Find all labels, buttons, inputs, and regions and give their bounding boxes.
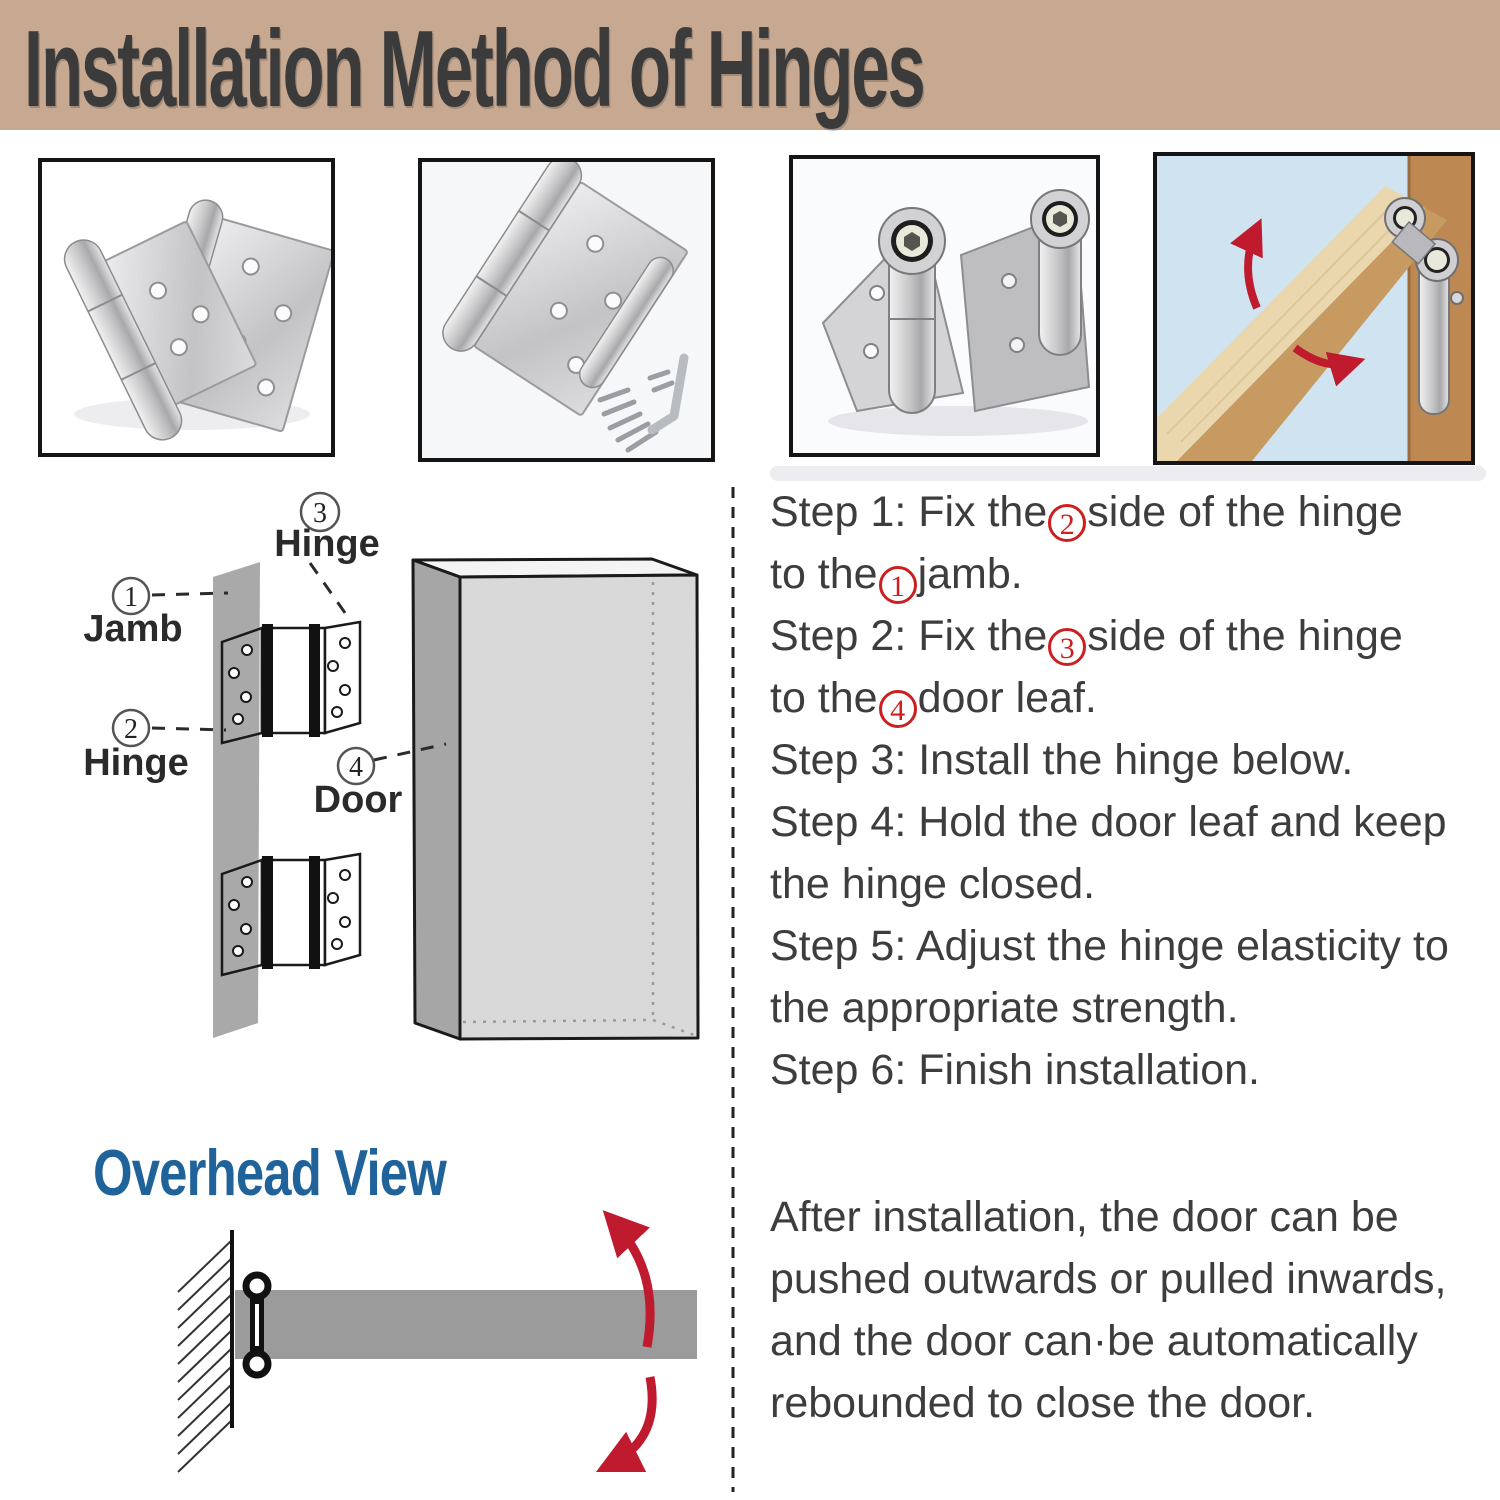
svg-text:3: 3 xyxy=(313,498,327,529)
step-text: Step 5: Adjust the hinge elasticity to xyxy=(770,922,1449,970)
overhead-view-title: Overhead View xyxy=(93,1137,446,1210)
page-title: Installation Method of Hinges xyxy=(24,9,924,130)
note-line: pushed outwards or pulled inwards, xyxy=(770,1255,1447,1303)
svg-text:1: 1 xyxy=(124,582,138,613)
step-text: jamb. xyxy=(917,550,1023,598)
callout-4-door xyxy=(314,748,403,821)
callout-1-jamb xyxy=(83,578,182,650)
step-text: to the xyxy=(770,674,878,722)
step-line xyxy=(770,605,1480,667)
svg-text:Hinge: Hinge xyxy=(83,742,189,784)
note-line: After installation, the door can be xyxy=(770,1193,1399,1241)
overhead-diagram xyxy=(178,1220,697,1472)
step-line xyxy=(770,853,1480,915)
step-text: the appropriate strength. xyxy=(770,984,1239,1032)
swing-arrow-down xyxy=(608,1377,652,1466)
step-text: to the xyxy=(770,550,878,598)
after-installation-note xyxy=(770,1186,1480,1434)
step-text: side of the hinge xyxy=(1087,488,1403,536)
svg-text:Jamb: Jamb xyxy=(83,608,183,650)
step-text: Step 6: Finish installation. xyxy=(770,1046,1260,1094)
step-text: side of the hinge xyxy=(1087,612,1403,660)
step-text: Step 4: Hold the door leaf and keep xyxy=(770,798,1447,846)
circled-number: 1 xyxy=(879,566,917,604)
circled-number: 3 xyxy=(1048,628,1086,666)
note-line: and the door can·be automatically xyxy=(770,1317,1418,1365)
door-box xyxy=(413,559,698,1039)
svg-text:Door: Door xyxy=(313,779,403,821)
step-text: Step 2: Fix the xyxy=(770,612,1048,660)
step-line xyxy=(770,667,1480,729)
step-line xyxy=(770,1039,1480,1101)
callout-3-hinge xyxy=(274,493,380,565)
note-line: rebounded to close the door. xyxy=(770,1379,1316,1427)
step-text: Step 3: Install the hinge below. xyxy=(770,736,1354,784)
step-line xyxy=(770,915,1480,977)
steps-text xyxy=(770,481,1480,1101)
step-line xyxy=(770,791,1480,853)
step-text: the hinge closed. xyxy=(770,860,1096,908)
step-line xyxy=(770,977,1480,1039)
door-bar xyxy=(235,1290,697,1359)
step-line xyxy=(770,481,1480,543)
svg-text:2: 2 xyxy=(124,714,138,745)
callout-2-hinge xyxy=(83,710,189,784)
svg-text:Hinge: Hinge xyxy=(274,523,380,565)
step-line xyxy=(770,729,1480,791)
step-text: door leaf. xyxy=(917,674,1097,722)
circled-number: 2 xyxy=(1048,504,1086,542)
circled-number: 4 xyxy=(879,690,917,728)
svg-text:4: 4 xyxy=(349,752,363,783)
step-line xyxy=(770,543,1480,605)
step-text: Step 1: Fix the xyxy=(770,488,1048,536)
